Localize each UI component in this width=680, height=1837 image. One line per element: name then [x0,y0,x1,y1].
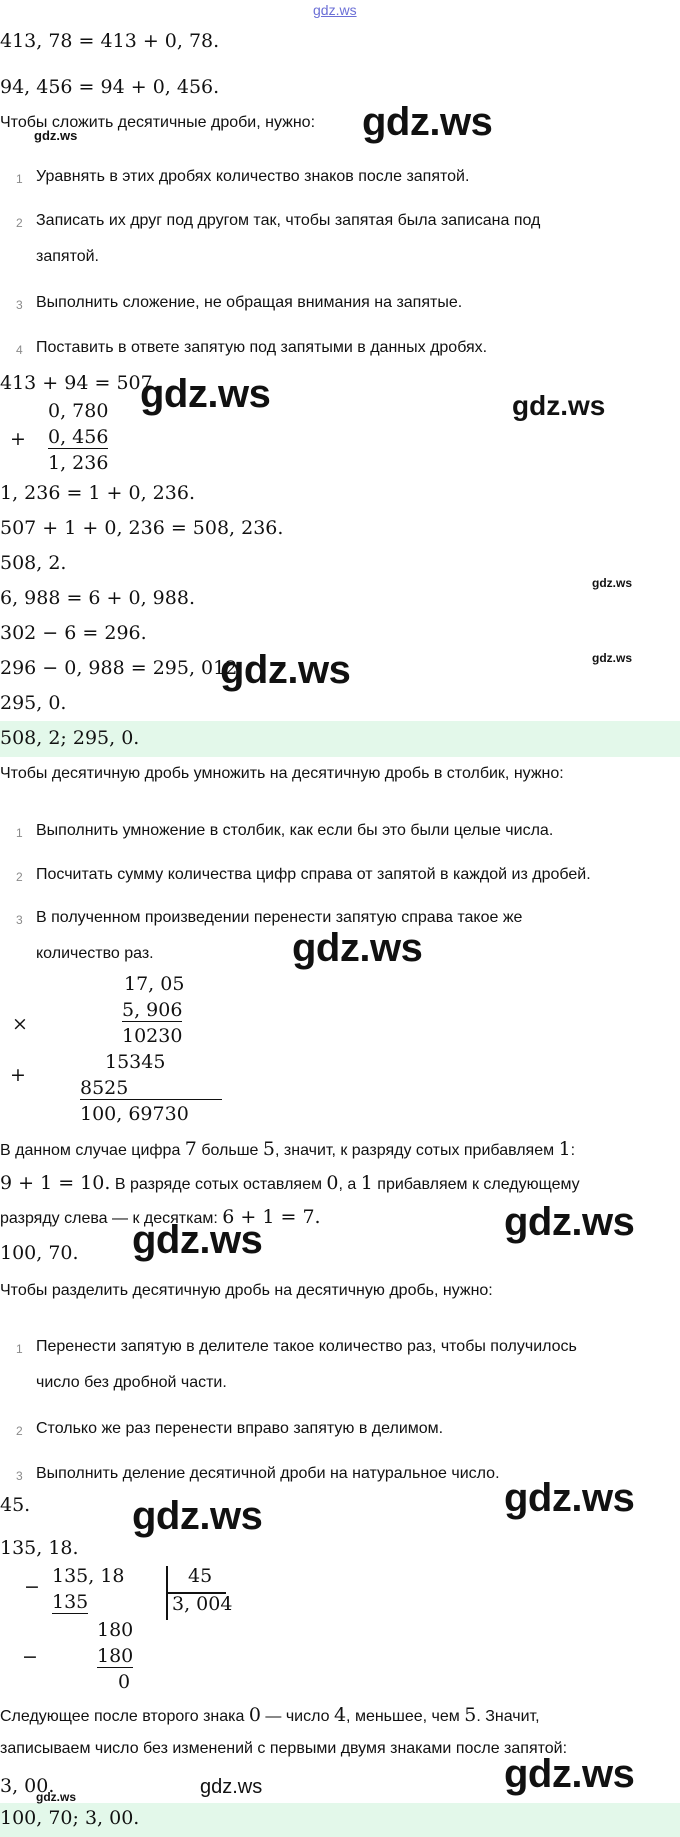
step-text: Перенести запятую в делителе такое количество раз, чтобы получилось [36,1338,577,1355]
division-subtrahend-1: 135 [52,1591,89,1613]
division-subtrahend-2: 180 [97,1645,134,1667]
watermark-text: gdz.ws [592,576,633,590]
equation-line: 45. [0,1494,31,1516]
watermark-text: gdz.ws [504,1476,635,1520]
division-minus-1: − [24,1576,40,1598]
watermark-text: gdz.ws [504,1200,635,1244]
step-number: 2 [16,1424,23,1438]
equation-line: 295, 0. [0,692,67,714]
step-text: Уравнять в этих дробях количество знаков после запятой. [36,168,470,185]
step-number: 3 [16,913,23,927]
equation-line: 302 − 6 = 296. [0,622,147,644]
note-line-1: Следующее после второго знака 0 — число 4, меньшее, чем 5. Значит, [0,1704,540,1726]
step-number: 2 [16,216,23,230]
equation-line: 413 + 94 = 507. [0,372,159,394]
division-dividend: 135, 18 [52,1565,125,1587]
column-mul-result: 100, 69730 [80,1103,189,1125]
step-text: Выполнить умножение в столбик, как если бы это были целые числа. [36,822,554,839]
step-text: Столько же раз перенести вправо запятую в делимом. [36,1420,444,1437]
rounding-line-1: В данном случае цифра 7 больше 5, значит, к разряду сотых прибавляем 1: [0,1138,576,1160]
step-text: В полученном произведении перенести запятую справа такое же [36,909,523,926]
equation-line: 94, 456 = 94 + 0, 456. [0,76,220,98]
step-text: Выполнить сложение, не обращая внимания на запятые. [36,294,463,311]
division-remainder-1: 180 [97,1619,134,1641]
step-number: 1 [16,826,23,840]
step-text: Выполнить деление десятичной дроби на натуральное число. [36,1465,500,1482]
watermark-text: gdz.ws [34,128,78,143]
equation-line: 6, 988 = 6 + 0, 988. [0,587,195,609]
column-mul-a: 17, 05 [124,973,185,995]
note-line-2: записываем число без изменений с первыми двумя знаками после запятой: [0,1740,568,1757]
step-number: 3 [16,298,23,312]
watermark-text: gdz.ws [132,1494,263,1538]
watermark-text: gdz.ws [200,1776,263,1798]
step-number: 1 [16,1342,23,1356]
step-number: 4 [16,343,23,357]
answer-line: 508, 2; 295, 0. [0,727,140,749]
equation-line: 135, 18. [0,1537,79,1559]
equation-line: 3, 00. [0,1775,55,1797]
step-text: запятой. [36,248,99,265]
equation-line: 507 + 1 + 0, 236 = 508, 236. [0,517,284,539]
equation-line: 413, 78 = 413 + 0, 78. [0,30,220,52]
column-add-sign: + [10,428,26,450]
equation-line: 296 − 0, 988 = 295, 012. [0,657,244,679]
rule-intro: Чтобы десятичную дробь умножить на десятичную дробь в столбик, нужно: [0,765,564,782]
watermark-text: gdz.ws [592,651,633,665]
column-mul-partial-2: 15345 [105,1051,166,1073]
watermark-text: gdz.ws [132,1218,263,1262]
step-text: Посчитать сумму количества цифр справа от запятой в каждой из дробей. [36,866,591,883]
column-add-b: 0, 456 [48,426,109,448]
watermark-text: gdz.ws [36,1790,77,1804]
column-mul-times: × [12,1013,28,1035]
step-text: количество раз. [36,945,154,962]
equation-line: 100, 70. [0,1242,79,1264]
watermark-text: gdz.ws [292,926,423,970]
step-number: 3 [16,1469,23,1483]
column-add-result: 1, 236 [48,452,109,474]
division-quotient: 3, 004 [172,1593,233,1615]
column-mul-b: 5, 906 [122,999,183,1021]
step-text: Записать их друг под другом так, чтобы запятая была записана под [36,212,541,229]
step-text: число без дробной части. [36,1374,227,1391]
division-remainder-2: 0 [118,1671,131,1693]
watermark-text: gdz.ws [220,648,351,692]
step-number: 1 [16,172,23,186]
column-add-a: 0, 780 [48,400,109,422]
rule-intro: Чтобы сложить десятичные дроби, нужно: [0,114,316,131]
watermark-text: gdz.ws [362,100,493,144]
answer-line: 100, 70; 3, 00. [0,1807,140,1829]
rounding-line-2: 9 + 1 = 10. В разряде сотых оставляем 0, а 1 прибавляем к следующему [0,1172,580,1194]
division-divisor: 45 [188,1565,213,1587]
watermark-text: gdz.ws [512,390,606,421]
column-mul-plus: + [10,1064,26,1086]
equation-line: 1, 236 = 1 + 0, 236. [0,482,195,504]
step-text: Поставить в ответе запятую под запятыми в данных дробях. [36,339,488,356]
division-minus-2: − [22,1646,38,1668]
watermark-text: gdz.ws [504,1752,635,1796]
rule-intro: Чтобы разделить десятичную дробь на десятичную дробь, нужно: [0,1282,493,1299]
watermark-text: gdz.ws [140,372,271,416]
rounding-line-3: разряду слева — к десяткам: 6 + 1 = 7. [0,1206,321,1228]
equation-line: 508, 2. [0,552,67,574]
column-mul-partial-1: 10230 [122,1025,183,1047]
top-watermark-link[interactable]: gdz.ws [313,2,357,18]
column-mul-partial-3: 8525 [80,1077,222,1100]
step-number: 2 [16,870,23,884]
